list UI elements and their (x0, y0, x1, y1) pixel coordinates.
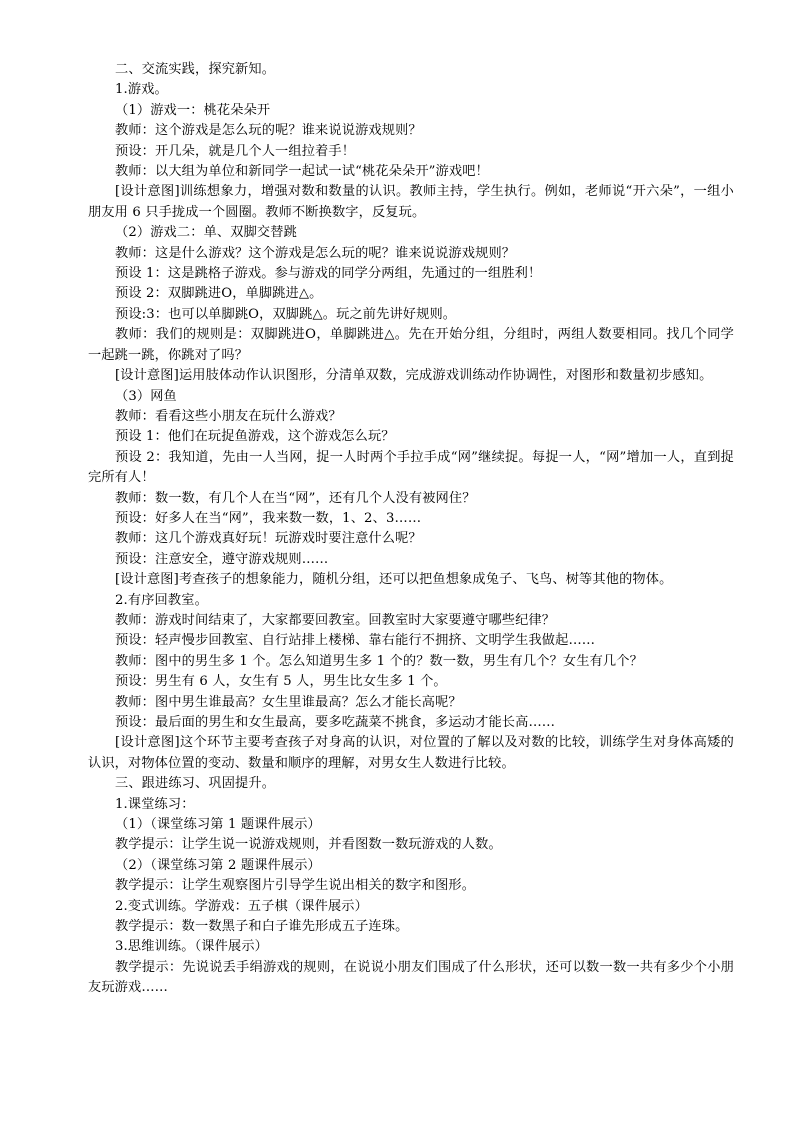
paragraph: 教学提示：让学生观察图片引导学生说出相关的数字和图形。 (115, 878, 476, 894)
design-intent-paragraph: [设计意图]这个环节主要考查孩子对身高的认识，对位置的了解以及对数的比较，训练学生对身体高矮的认识，对物体位置的变动、数量和顺序的理解，对男女生人数进行比较。 (88, 735, 734, 771)
paragraph: 预设 1：这是跳格子游戏。参与游戏的同学分两组，先通过的一组胜利！ (115, 266, 542, 282)
design-intent-paragraph: [设计意图]训练想象力，增强对数和数量的认识。教师主持，学生执行。例如，老师说“开六朵”，一组小朋友用 6 只手拢成一个圆圈。教师不断换数字，反复玩。 (88, 184, 734, 220)
subsection-heading: 2.变式训练。学游戏：五子棋（课件展示） (115, 898, 368, 914)
exercise-heading: （2）（课堂练习第 2 题课件展示） (115, 857, 321, 873)
paragraph: 教师：以大组为单位和新同学一起试一试“桃花朵朵开”游戏吧！ (115, 164, 489, 180)
design-intent-paragraph: [设计意图]考查孩子的想象能力，随机分组，还可以把鱼想象成兔子、飞鸟、树等其他的物体。 (115, 572, 673, 588)
paragraph: 教师：这是什么游戏？这个游戏是怎么玩的呢？谁来说说游戏规则？ (115, 245, 516, 261)
paragraph: 教师：图中男生谁最高？女生里谁最高？怎么才能长高呢？ (115, 694, 462, 710)
paragraph: 预设:3：也可以单脚跳O，双脚跳△。玩之前先讲好规则。 (115, 306, 457, 322)
paragraph: 预设：注意安全，遵守游戏规则…… (115, 551, 329, 567)
paragraph: 教师：图中的男生多 1 个。怎么知道男生多 1 个的？数一数，男生有几个？女生有几个？ (115, 653, 643, 669)
paragraph: 预设：男生有 6 人，女生有 5 人，男生比女生多 1 个。 (115, 674, 447, 690)
subsection-heading: 3.思维训练。（课件展示） (115, 939, 268, 955)
document-body (88, 60, 734, 999)
game-heading: （3）网鱼 (115, 388, 177, 404)
paragraph: 教师：游戏时间结束了，大家都要回教室。回教室时大家要遵守哪些纪律？ (115, 612, 556, 628)
paragraph: 预设：最后面的男生和女生最高，要多吃蔬菜不挑食，多运动才能长高…… (115, 715, 556, 730)
paragraph: 教学提示：先说说丢手绢游戏的规则，在说说小朋友们围成了什么形状，还可以数一数一共有多少个小朋友玩游戏…… (88, 959, 734, 996)
game-heading: （2）游戏二：单、双脚交替跳 (115, 225, 297, 241)
subsection-heading: 1.游戏。 (115, 82, 168, 98)
paragraph: 预设 2：我知道，先由一人当网，捉一人时两个手拉手成“网”继续捉。每捉一人，“网”增加一人，直到捉完所有人！ (88, 449, 734, 486)
game-heading: （1）游戏一：桃花朵朵开 (115, 102, 271, 118)
section-heading: 三、跟进练习、巩固提升。 (115, 776, 276, 792)
paragraph: 预设：轻声慢步回教室、自行站排上楼梯、靠右能行不拥挤、文明学生我做起…… (115, 633, 596, 649)
paragraph: 预设 1：他们在玩捉鱼游戏，这个游戏怎么玩？ (115, 429, 395, 445)
paragraph: 教师：数一数，有几个人在当“网”，还有几个人没有被网住？ (115, 490, 476, 506)
paragraph: 教学提示：让学生说一说游戏规则，并看图数一数玩游戏的人数。 (115, 837, 502, 853)
paragraph: 教师：这个游戏是怎么玩的呢？谁来说说游戏规则？ (115, 123, 422, 139)
subsection-heading: 2.有序回教室。 (115, 592, 208, 608)
design-intent-paragraph: [设计意图]运用肢体动作认识图形，分清单双数，完成游戏训练动作协调性，对图形和数量初步感知。 (115, 368, 713, 384)
paragraph: 教师：看看这些小朋友在玩什么游戏？ (115, 408, 342, 424)
subsection-heading: 1.课堂练习： (115, 796, 195, 812)
paragraph: 预设 2：双脚跳进O，单脚跳进△。 (115, 286, 323, 302)
exercise-heading: （1）（课堂练习第 1 题课件展示） (115, 817, 321, 833)
section-heading: 二、交流实践，探究新知。 (115, 62, 276, 77)
paragraph: 教师：我们的规则是：双脚跳进O，单脚跳进△。先在开始分组，分组时，两组人数要相同。找几个同学一起跳一跳，你跳对了吗？ (88, 327, 734, 363)
paragraph: 预设：开几朵，就是几个人一组拉着手！ (115, 143, 356, 159)
paragraph: 教学提示：数一数黑子和白子谁先形成五子连珠。 (115, 919, 409, 935)
paragraph: 预设：好多人在当“网”，我来数一数，1、2、3…… (115, 510, 422, 526)
paragraph: 教师：这几个游戏真好玩！玩游戏时要注意什么呢？ (115, 531, 422, 547)
